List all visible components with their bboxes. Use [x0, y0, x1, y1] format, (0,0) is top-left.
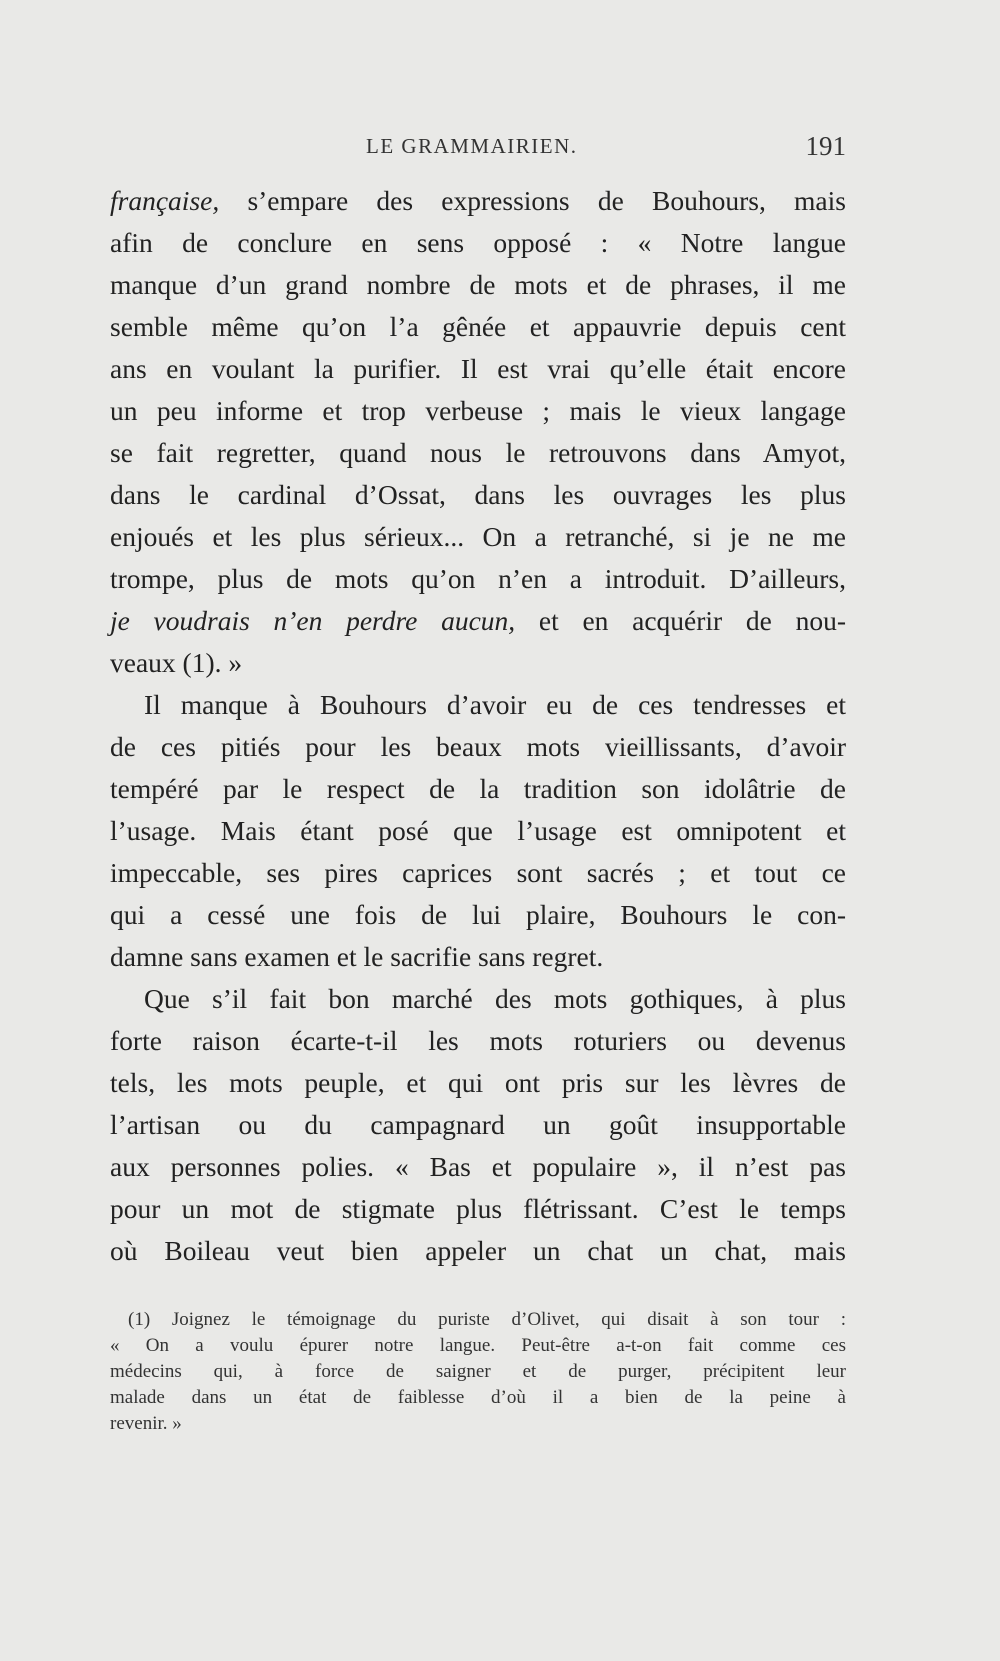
text-line: de ces pitiés pour les beaux mots vieillissants, d’avoir: [110, 731, 846, 762]
text-line: manque d’un grand nombre de mots et de phrases, il me: [110, 269, 846, 300]
text-span: et en acquérir de nou-: [515, 605, 846, 636]
text-line: tempéré par le respect de la tradition son idolâtrie de: [110, 773, 846, 804]
footnote: [110, 1307, 846, 1437]
text-line: dans le cardinal d’Ossat, dans les ouvrages les plus: [110, 479, 846, 510]
paragraph: [110, 978, 846, 1272]
text-line: veaux (1). »: [110, 647, 243, 678]
text-line: un peu informe et trop verbeuse ; mais le vieux langage: [110, 395, 846, 426]
footnote-line: revenir. »: [110, 1413, 182, 1434]
text-line: aux personnes polies. « Bas et populaire », il n’est pas: [110, 1151, 846, 1182]
text-line: l’artisan ou du campagnard un goût insupportable: [110, 1109, 846, 1140]
text-line: pour un mot de stigmate plus flétrissant. C’est le temps: [110, 1193, 846, 1224]
text-line: enjoués et les plus sérieux... On a retranché, si je ne me: [110, 521, 846, 552]
text-line: forte raison écarte-t-il les mots roturiers ou devenus: [110, 1025, 846, 1056]
footnote-line: « On a voulu épurer notre langue. Peut-être a-t-on fait comme ces: [110, 1335, 846, 1356]
footnote-line: (1) Joignez le témoignage du puriste d’Olivet, qui disait à son tour :: [128, 1309, 846, 1330]
page-header: [366, 131, 846, 168]
text-line: l’usage. Mais étant posé que l’usage est omnipotent et: [110, 815, 846, 846]
text-line: semble même qu’on l’a gênée et appauvrie depuis cent: [110, 311, 846, 342]
paragraph: [110, 684, 846, 978]
italic-text: je voudrais n’en perdre aucun,: [110, 605, 516, 636]
text-line: qui a cessé une fois de lui plaire, Bouhours le con-: [110, 899, 846, 930]
text-line: Il manque à Bouhours d’avoir eu de ces tendresses et: [144, 689, 846, 720]
text-line: tels, les mots peuple, et qui ont pris sur les lèvres de: [110, 1067, 846, 1098]
footnote-line: malade dans un état de faiblesse d’où il a bien de la peine à: [110, 1387, 846, 1408]
text-line: ans en voulant la purifier. Il est vrai qu’elle était encore: [110, 353, 846, 384]
body-text: [110, 180, 846, 1272]
text-line: impeccable, ses pires caprices sont sacrés ; et tout ce: [110, 857, 846, 888]
running-title: LE GRAMMAIRIEN.: [366, 134, 578, 158]
footnote-line: médecins qui, à force de saigner et de purger, précipitent leur: [110, 1361, 846, 1382]
text-line: se fait regretter, quand nous le retrouvons dans Amyot,: [110, 437, 846, 468]
text-line: damne sans examen et le sacrifie sans regret.: [110, 941, 604, 972]
text-line: afin de conclure en sens opposé : « Notre langue: [110, 227, 846, 258]
text-span: s’empare des expressions de Bouhours, mais: [219, 185, 846, 216]
text-line: Que s’il fait bon marché des mots gothiques, à plus: [144, 983, 846, 1014]
text-line: trompe, plus de mots qu’on n’en a introduit. D’ailleurs,: [110, 563, 846, 594]
text-line: [110, 600, 846, 642]
text-line: [110, 180, 846, 222]
text-line: où Boileau veut bien appeler un chat un chat, mais: [110, 1235, 846, 1266]
italic-text: française,: [110, 185, 220, 216]
paragraph: [110, 180, 846, 684]
page-number: 191: [805, 131, 846, 161]
